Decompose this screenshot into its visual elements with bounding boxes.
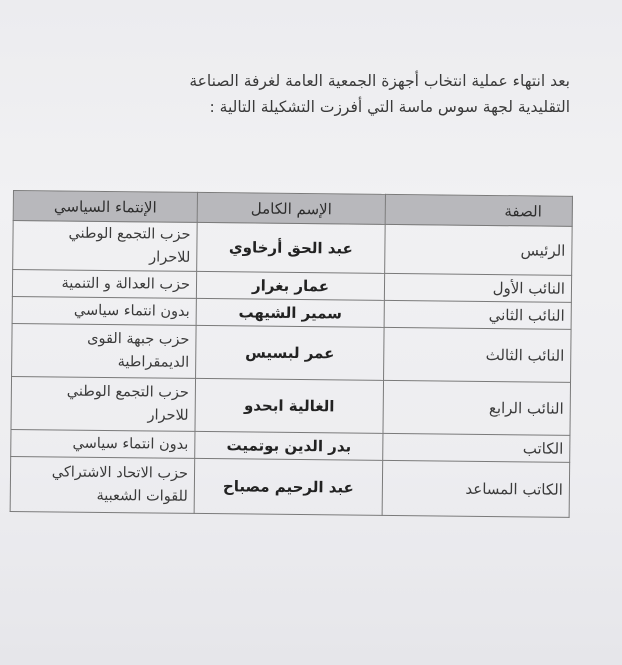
row-party-line-1: حزب التجمع الوطني bbox=[66, 383, 189, 401]
row-role: الرئيس bbox=[385, 224, 573, 275]
intro-line-1: بعد انتهاء عملية انتخاب أجهزة الجمعية العامة لغرفة الصناعة bbox=[189, 72, 570, 90]
executive-board-table bbox=[10, 190, 573, 518]
table-row bbox=[10, 456, 570, 517]
row-role: الكاتب bbox=[383, 433, 570, 462]
header-full-name: الإسم الكامل bbox=[197, 192, 385, 224]
row-name: الغالية ابحدو bbox=[195, 378, 384, 433]
row-party-line-1: حزب العدالة و التنمية bbox=[61, 275, 191, 293]
intro-paragraph bbox=[30, 68, 570, 128]
row-name: سمير الشيهب bbox=[196, 298, 384, 327]
row-name: بدر الدين بوتميت bbox=[195, 431, 383, 460]
row-party bbox=[12, 323, 197, 378]
row-party bbox=[13, 221, 198, 272]
row-party-line-1: بدون انتماء سياسي bbox=[73, 302, 190, 320]
table-row bbox=[13, 221, 572, 276]
header-political-affiliation: الإنتماء السياسي bbox=[13, 191, 197, 223]
row-party bbox=[11, 429, 195, 458]
table-row bbox=[11, 376, 571, 435]
row-role: النائب الثاني bbox=[384, 300, 571, 329]
row-role: النائب الأول bbox=[384, 273, 571, 302]
row-name: عبد الحق أرخاوي bbox=[197, 222, 386, 273]
row-party-line-1: حزب التجمع الوطني bbox=[68, 225, 191, 243]
row-party-line-1: بدون انتماء سياسي bbox=[72, 435, 189, 453]
row-party bbox=[12, 270, 196, 299]
row-party bbox=[11, 376, 196, 431]
header-role: الصفة bbox=[385, 194, 572, 226]
row-name: عبد الرحيم مصباح bbox=[194, 458, 383, 515]
row-party-line-2: للقوات الشعبية bbox=[96, 487, 188, 505]
row-party-line-1: حزب الاتحاد الاشتراكي bbox=[51, 464, 189, 482]
row-role: النائب الرابع bbox=[383, 380, 571, 435]
row-party-line-1: حزب جبهة القوى bbox=[87, 330, 190, 348]
row-role: الكاتب المساعد bbox=[382, 460, 570, 517]
row-party-line-2: الديمقراطية bbox=[117, 354, 190, 371]
row-party-line-2: للاحرار bbox=[149, 249, 191, 266]
table-row bbox=[12, 323, 572, 382]
row-party-line-2: للاحرار bbox=[147, 407, 189, 424]
row-name: عمر لبسيس bbox=[196, 325, 385, 380]
row-role: النائب الثالث bbox=[384, 327, 572, 382]
row-name: عمار بغرار bbox=[196, 271, 384, 300]
row-party bbox=[12, 296, 196, 325]
intro-line-2: التقليدية لجهة سوس ماسة التي أفرزت التشكيلة التالية : bbox=[209, 98, 570, 116]
row-party bbox=[10, 456, 195, 513]
